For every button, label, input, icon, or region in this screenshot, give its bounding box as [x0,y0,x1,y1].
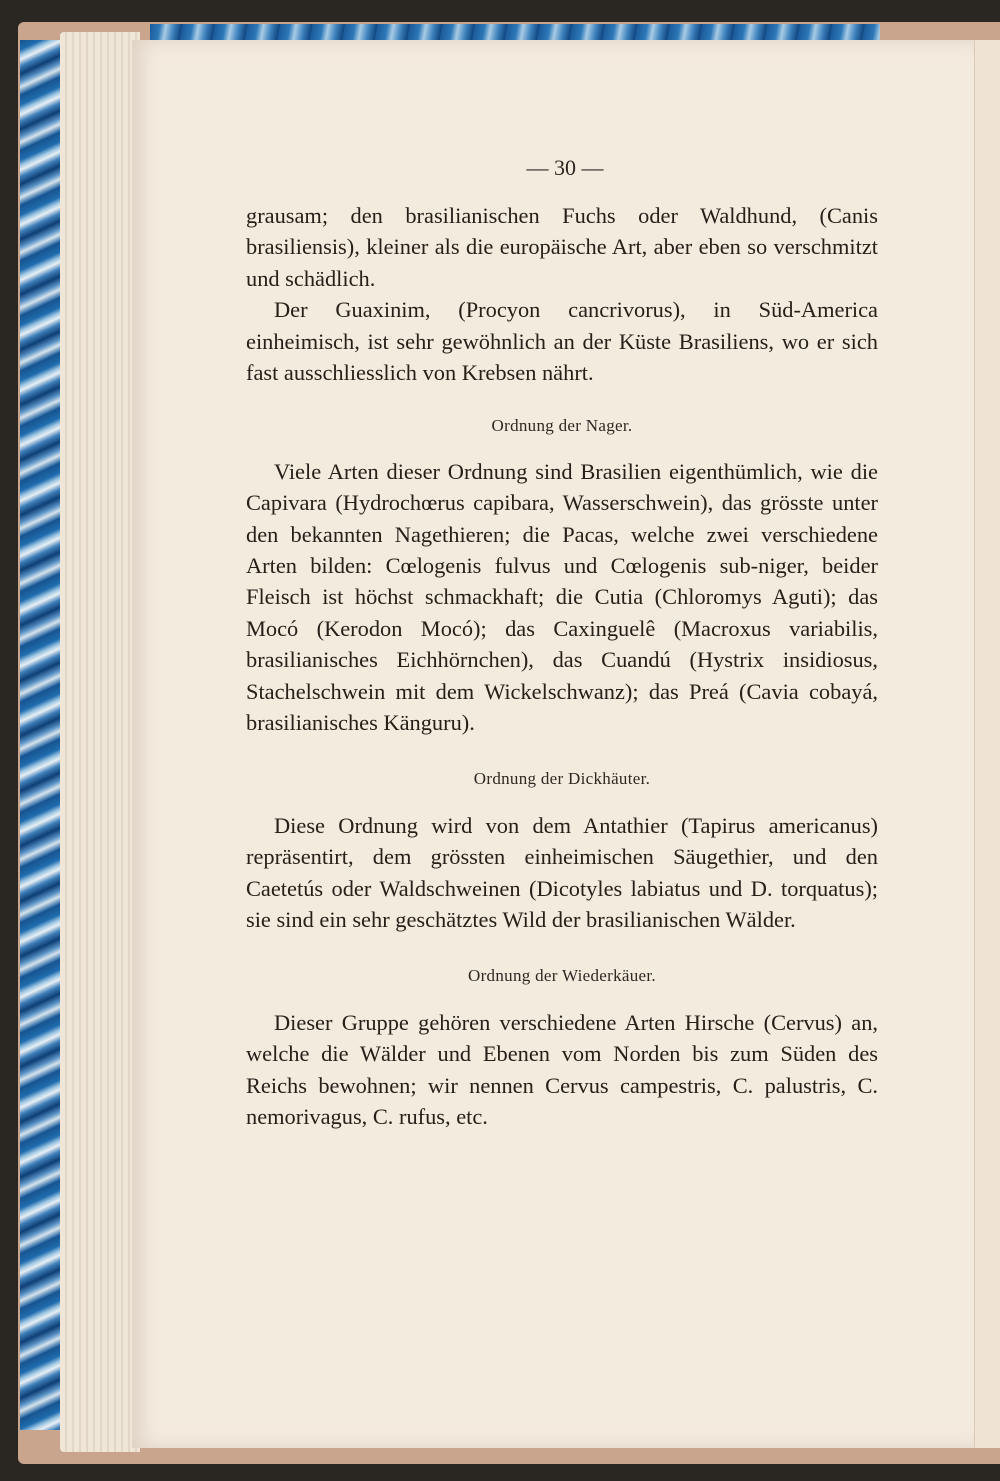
section-heading-wiederkaeuer: Ordnung der Wiederkäuer. [468,965,656,985]
page-leaves [60,32,140,1452]
paragraph-fox: grausam; den brasilianischen Fuchs oder Waldhund, (Canis brasiliensis), kleiner als die europäische Art, aber eben so verschmitzt und schädlich. [246,203,878,291]
paragraph-nager: Viele Arten dieser Ordnung sind Brasilien eigenthümlich, wie die Capivara (Hydrochœrus capibara, Wasserschwein), das grösste unter den bekannten Nagethieren; die Pacas, welche zwei verschiedene Arten bilden: Cœlogenis fulvus und Cœlogenis sub-niger, beider Fleisch ist höchst schmackhaft; die Cutia (Chloromys Aguti); das Mocó (Kerodon Mocó); das Caxinguelê (Macroxus variabilis, brasilianisches Eichhörnchen), das Cuandú (Hystrix insidiosus, Stachelschwein mit dem Wickelschwanz); das Preá (Cavia cobayá, brasilianisches Känguru). [246,458,878,736]
section-heading-dickhaeuter: Ordnung der Dickhäuter. [473,768,651,788]
page-number: — 30 — [526,155,604,180]
paragraph-dickhaeuter: Diese Ordnung wird von dem Antathier (Tapirus americanus) repräsentirt, dem grössten einheimischen Säugethier, und den Caetetús oder Waldschweinen (Dicotyles labiatus und D. torquatus); sie sind ein sehr geschätztes Wild der brasilianischen Wälder. [246,812,878,933]
paragraph-guaxinim: Der Guaxinim, (Procyon cancrivorus), in Süd-America einheimisch, ist sehr gewöhnlich an der Küste Brasiliens, wo er sich fast ausschliesslich von Krebsen nährt. [246,297,878,386]
page-text [246,200,878,1133]
section-heading-nager: Ordnung der Nager. [491,416,633,436]
facing-page-edge [974,40,1000,1448]
marbled-edge [20,40,62,1430]
paragraph-wiederkaeuer: Dieser Gruppe gehören verschiedene Arten Hirsche (Cervus) an, welche die Wälder und Ebenen vom Norden bis zum Süden des Reichs bewohnen; wir nennen Cervus campestris, C. palustris, C. nemorivagus, C. rufus, etc. [246,1009,878,1130]
